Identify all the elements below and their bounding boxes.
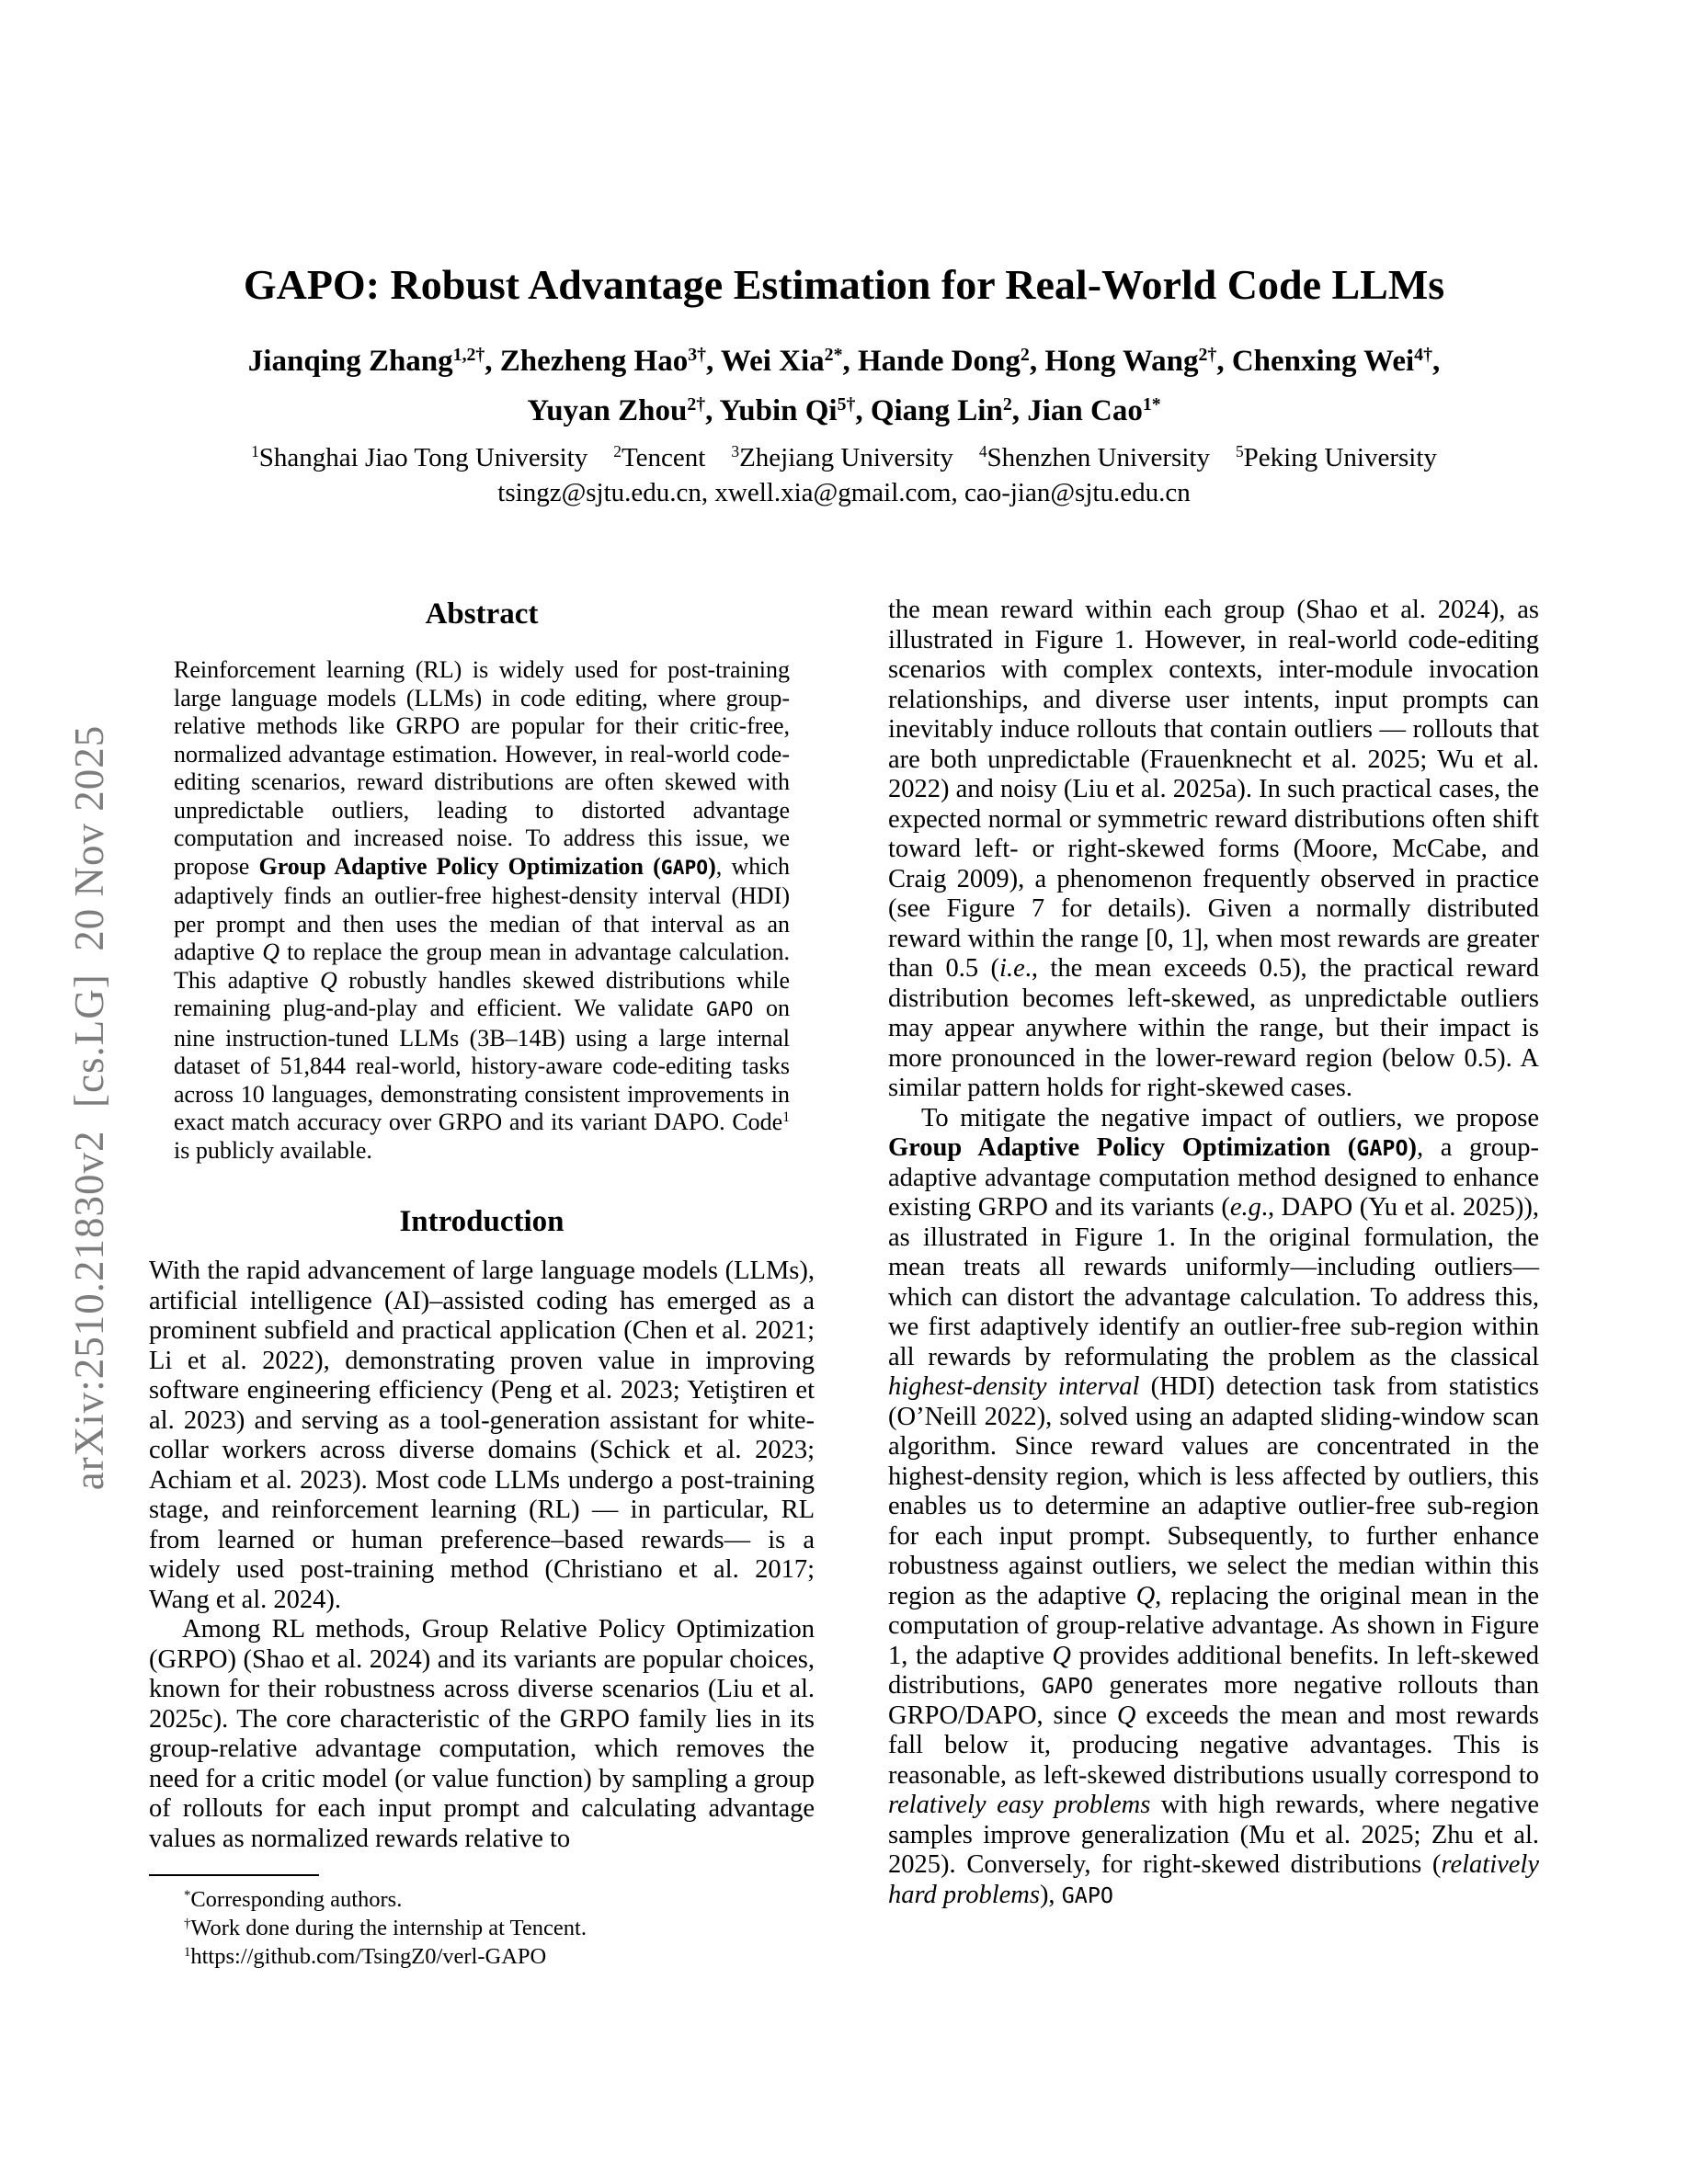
- author-line-1: Jianqing Zhang$^{1,2\dagger}$, Zhezheng Hao$^{3\dagger}$, Wei Xia$^{2*}$, Hande Dong$^2$, Hong Wang$^{2\dagger}$, Chenxing Wei$^{4\dagger}$,: [247, 345, 1441, 378]
- footnote-corresponding-authors: *Corresponding authors.: [184, 1887, 403, 1912]
- column-left: [149, 596, 815, 1971]
- intro-paragraph-1: With the rapid advancement of large language models (LLMs), artificial intelligence (AI)–assisted coding has emerged as a prominent subfield and practical application (Chen et al. 2021; Li et al. 2022), demonstrating proven value in improving software engineering efficiency (Peng et al. 2023; Yetiştiren et al. 2023) and serving as a tool-generation assistant for white-collar workers across diverse domains (Schick et al. 2023; Achiam et al. 2023). Most code LLMs undergo a post-training stage, and reinforcement learning (RL) — in particular, RL from learned or human preference–based rewards— is a widely used post-training method (Christiano et al. 2017; Wang et al. 2024).: [149, 1257, 815, 1614]
- author-line-2: Yuyan Zhou$^{2\dagger}$, Yubin $Qi^{5\dagger}$, Qiang Lin$^2$, Jian Cao$^{1*}$: [527, 394, 1161, 427]
- footnote-code-link[interactable]: $^1$https://github.com/TsingZ0/verl-GAPO: [184, 1944, 547, 1969]
- footnote-rule: [149, 1874, 319, 1876]
- emails-line: tsingz@sjtu.edu.cn, xwell.xia@gmail.com, cao-jian@sjtu.edu.cn: [497, 478, 1191, 507]
- right-paragraph-2: To mitigate the negative impact of outliers, we propose Group Adaptive Policy Optimization (GAPO), a group-adaptive advantage computation method designed to enhance existing GRPO and its variants (e.g., DAPO (Yu et al. 2025)), as illustrated in Figure 1. In the original formulation, the mean treats all rewards uniformly—including outliers—which can distort the advantage calculation. To address this, we first adaptively identify an outlier-free sub-region within all rewards by reformulating the problem as the classical highest-density interval (HDI) detection task from statistics (O’Neill 2022), solved using an adapted sliding-window scan algorithm. Since reward values are concentrated in the highest-density region, which is less affected by outliers, this enables us to determine an adaptive outlier-free sub-region for each input prompt. Subsequently, to further enhance robustness against outliers, we select the median within this region as the adaptive Q, replacing the original mean in the computation of group-relative advantage. As shown in Figure 1, the adaptive Q provides additional benefits. In left-skewed distributions, GAPO generates more negative rollouts than GRPO/DAPO, since Q exceeds the mean and most rewards fall below it, producing negative advantages. This is reasonable, as left-skewed distributions usually correspond to relatively easy problems with high rewards, where negative samples improve generalization (Mu et al. 2025; Zhu et al. 2025). Conversely, for right-skewed distributions (relatively hard problems), GAPO: [888, 1103, 1540, 1909]
- arxiv-watermark: arXiv:2510.21830v2 [cs.LG] 20 Nov 2025: [66, 724, 112, 1491]
- abstract-heading: Abstract: [425, 597, 539, 631]
- page-title: GAPO: Robust Advantage Estimation for Real-World Code LLMs: [243, 261, 1445, 308]
- right-paragraph-1: the mean reward within each group (Shao et al. 2024), as illustrated in Figure 1. However, in real-world code-editing scenarios with complex contexts, inter-module invocation relationships, and diverse user intents, input prompts can inevitably induce rollouts that contain outliers — rollouts that are both unpredictable (Frauenknecht et al. 2025; Wu et al. 2022) and noisy (Liu et al. 2025a). In such practical cases, the expected normal or symmetric reward distributions often shift toward left- or right-skewed forms (Moore, McCabe, and Craig 2009), a phenomenon frequently observed in practice (see Figure 7 for details). Given a normally distributed reward within the range [0, 1], when most rewards are greater than 0.5 (i.e., the mean exceeds 0.5), the practical reward distribution becomes left-skewed, as unpredictable outliers may appear anywhere within the range, but their impact is more pronounced in the lower-reward region (below 0.5). A similar pattern holds for right-skewed cases.: [888, 596, 1539, 1102]
- footnote-block: [149, 1874, 815, 1971]
- abstract-body: Reinforcement learning (RL) is widely used for post-training large language models (LLMs) in code editing, where group-relative methods like GRPO are popular for their critic-free, normalized advantage estimation. However, in real-world code-editing scenarios, reward distributions are often skewed with unpredictable outliers, leading to distorted advantage computation and increased noise. To address this issue, we propose Group Adaptive Policy Optimization (GAPO), which adaptively finds an outlier-free highest-density interval (HDI) per prompt and then uses the median of that interval as an adaptive Q to replace the group mean in advantage calculation. This adaptive Q robustly handles skewed distributions while remaining plug-and-play and efficient. We validate GAPO on nine instruction-tuned LLMs (3B–14B) using a large internal dataset of 51,844 real-world, history-aware code-editing tasks across 10 languages, demonstrating consistent improvements in exact match accuracy over GRPO and its variant DAPO. Code$^1$ is publicly available.: [174, 656, 791, 1164]
- column-right: [888, 596, 1539, 1971]
- intro-paragraph-2: Among RL methods, Group Relative Policy Optimization (GRPO) (Shao et al. 2024) and its variants are popular choices, known for their robustness across diverse scenarios (Liu et al. 2025c). The core characteristic of the GRPO family lies in its group-relative advantage computation, which removes the need for a critic model (or value function) by sampling a group of rollouts for each input prompt and calculating advantage values as normalized rewards relative to: [149, 1615, 815, 1853]
- two-column-body: [0, 596, 1688, 1971]
- footnote-internship: †Work done during the internship at Tencent.: [184, 1916, 587, 1940]
- author-block: [0, 336, 1688, 436]
- introduction-heading: Introduction: [399, 1205, 565, 1238]
- affiliations-line: $^1$Shanghai Jiao Tong University $^2$Tencent $^3$Zhejiang University $^4$Shenzhen University $^5$Peking University: [251, 442, 1437, 472]
